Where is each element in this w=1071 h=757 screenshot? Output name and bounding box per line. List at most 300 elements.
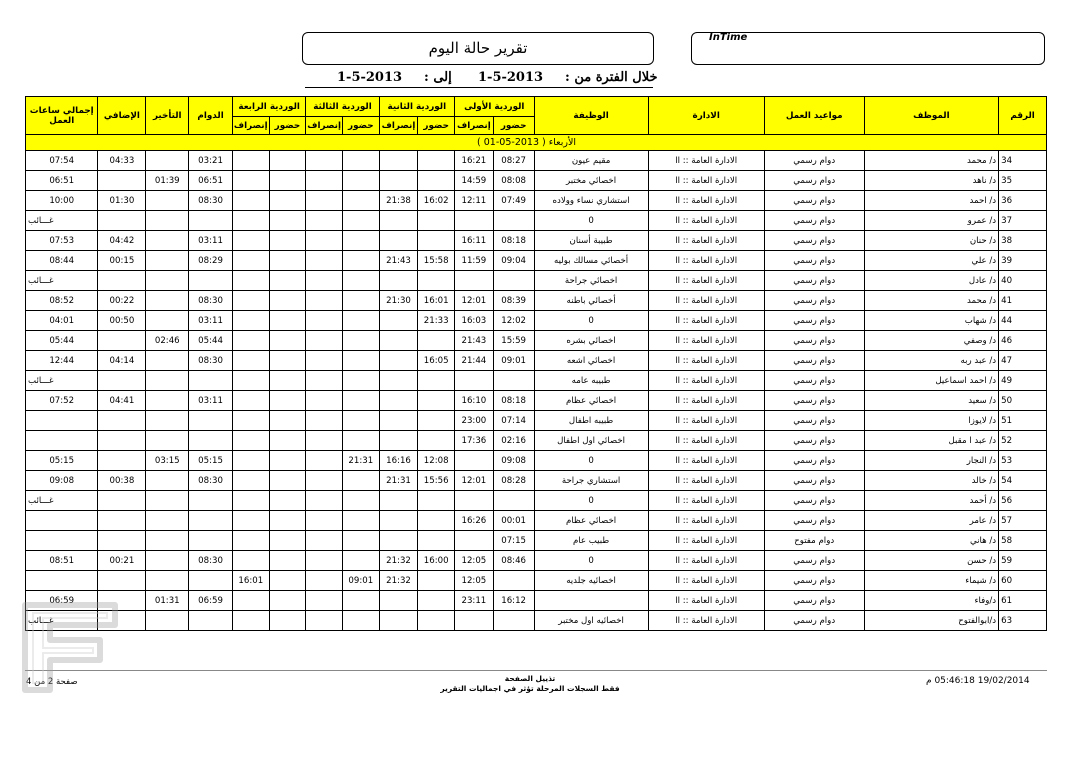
work-schedule-cell: دوام رسمي xyxy=(764,491,864,511)
shift2-leave-cell xyxy=(379,211,418,231)
employee-name-cell: د/ احمد xyxy=(864,191,999,211)
row-number-cell: 35 xyxy=(999,171,1047,191)
extra-hours-cell: 00:50 xyxy=(98,311,146,331)
shift4-attend-cell xyxy=(269,511,306,531)
job-title-cell: طبيبه اطفال xyxy=(534,411,648,431)
row-number-cell: 61 xyxy=(999,591,1047,611)
total-hours-cell: 05:15 xyxy=(26,451,98,471)
shift1-leave-cell xyxy=(455,271,494,291)
shift1-attend-cell: 02:16 xyxy=(493,431,534,451)
row-number-cell: 54 xyxy=(999,471,1047,491)
shift1-leave-cell: 12:05 xyxy=(455,551,494,571)
employee-name-cell: د/ علي xyxy=(864,251,999,271)
late-hours-cell xyxy=(146,351,189,371)
table-row xyxy=(26,611,1047,631)
department-cell: الادارة العامة :: اا xyxy=(648,411,764,431)
shift3-attend-cell xyxy=(342,171,379,191)
work-schedule-cell: دوام رسمي xyxy=(764,291,864,311)
shift2-attend-cell xyxy=(418,431,455,451)
table-row xyxy=(26,571,1047,591)
employee-name-cell: د/ هاني xyxy=(864,531,999,551)
extra-hours-cell: 04:14 xyxy=(98,351,146,371)
shift4-leave-cell xyxy=(232,411,269,431)
shift4-attend-cell xyxy=(269,431,306,451)
extra-hours-cell: 00:38 xyxy=(98,471,146,491)
shift1-leave-cell xyxy=(455,211,494,231)
job-title-cell: 0 xyxy=(534,211,648,231)
shift4-leave-cell xyxy=(232,251,269,271)
extra-hours-cell xyxy=(98,591,146,611)
shift3-leave-cell xyxy=(306,171,343,191)
shift4-attend-cell xyxy=(269,351,306,371)
shift3-attend-cell xyxy=(342,311,379,331)
shift3-leave-cell xyxy=(306,551,343,571)
shift4-attend-cell xyxy=(269,311,306,331)
col-shift4-leave: إنصراف xyxy=(232,117,269,135)
col-department: الادارة xyxy=(648,97,764,135)
duty-hours-cell xyxy=(189,531,233,551)
shift4-attend-cell xyxy=(269,251,306,271)
shift3-leave-cell xyxy=(306,331,343,351)
period-label: خلال الفترة من : xyxy=(565,70,658,85)
job-title-cell: أخصائي باطنه xyxy=(534,291,648,311)
employee-name-cell: د/ أحمد xyxy=(864,491,999,511)
col-total: إجمالي ساعات العمل xyxy=(26,97,98,135)
duty-hours-cell xyxy=(189,431,233,451)
row-number-cell: 53 xyxy=(999,451,1047,471)
shift1-leave-cell: 12:05 xyxy=(455,571,494,591)
table-row xyxy=(26,551,1047,571)
job-title-cell: استشاري نساء وولاده xyxy=(534,191,648,211)
work-schedule-cell: دوام رسمي xyxy=(764,351,864,371)
shift4-leave-cell xyxy=(232,331,269,351)
shift2-attend-cell: 15:56 xyxy=(418,471,455,491)
shift3-leave-cell xyxy=(306,271,343,291)
row-number-cell: 59 xyxy=(999,551,1047,571)
shift4-leave-cell xyxy=(232,231,269,251)
table-row xyxy=(26,371,1047,391)
late-hours-cell xyxy=(146,291,189,311)
shift3-leave-cell xyxy=(306,431,343,451)
late-hours-cell xyxy=(146,511,189,531)
late-hours-cell: 03:15 xyxy=(146,451,189,471)
shift4-leave-cell xyxy=(232,591,269,611)
total-hours-cell: 08:44 xyxy=(26,251,98,271)
shift1-attend-cell: 08:39 xyxy=(493,291,534,311)
duty-hours-cell xyxy=(189,611,233,631)
row-number-cell: 41 xyxy=(999,291,1047,311)
shift2-leave-cell xyxy=(379,171,418,191)
shift1-attend-cell: 09:01 xyxy=(493,351,534,371)
late-hours-cell xyxy=(146,571,189,591)
shift1-attend-cell xyxy=(493,371,534,391)
shift1-attend-cell: 07:49 xyxy=(493,191,534,211)
employee-name-cell: د/ النجار xyxy=(864,451,999,471)
table-row xyxy=(26,591,1047,611)
table-row xyxy=(26,331,1047,351)
shift2-leave-cell xyxy=(379,591,418,611)
shift1-attend-cell xyxy=(493,611,534,631)
day-group-row xyxy=(26,135,1047,151)
work-schedule-cell: دوام رسمي xyxy=(764,171,864,191)
col-shift4-attend: حضور xyxy=(269,117,306,135)
shift2-attend-cell xyxy=(418,331,455,351)
department-cell: الادارة العامة :: اا xyxy=(648,231,764,251)
work-schedule-cell: دوام رسمي xyxy=(764,511,864,531)
shift4-attend-cell xyxy=(269,591,306,611)
shift3-leave-cell xyxy=(306,451,343,471)
job-title-cell: أخصائي مسالك بوليه xyxy=(534,251,648,271)
shift4-leave-cell xyxy=(232,271,269,291)
total-hours-cell xyxy=(26,431,98,451)
shift1-leave-cell: 16:03 xyxy=(455,311,494,331)
total-hours-cell: غـــائب xyxy=(26,271,98,291)
total-hours-cell: 07:52 xyxy=(26,391,98,411)
shift2-attend-cell xyxy=(418,231,455,251)
shift4-leave-cell xyxy=(232,211,269,231)
late-hours-cell xyxy=(146,271,189,291)
shift1-leave-cell: 16:26 xyxy=(455,511,494,531)
footer-notes xyxy=(380,674,680,694)
job-title-cell: اخصائيه اول مختبر xyxy=(534,611,648,631)
shift2-attend-cell xyxy=(418,151,455,171)
duty-hours-cell xyxy=(189,411,233,431)
shift2-leave-cell xyxy=(379,491,418,511)
shift3-leave-cell xyxy=(306,151,343,171)
row-number-cell: 36 xyxy=(999,191,1047,211)
shift3-leave-cell xyxy=(306,611,343,631)
shift2-attend-cell: 16:05 xyxy=(418,351,455,371)
late-hours-cell xyxy=(146,551,189,571)
row-number-cell: 39 xyxy=(999,251,1047,271)
shift4-leave-cell: 16:01 xyxy=(232,571,269,591)
extra-hours-cell xyxy=(98,491,146,511)
duty-hours-cell: 05:44 xyxy=(189,331,233,351)
shift3-leave-cell xyxy=(306,491,343,511)
day-label: الأربعاء ( 2013-05-01 ) xyxy=(26,135,1047,151)
employee-name-cell: د/ خالد xyxy=(864,471,999,491)
total-hours-cell: غـــائب xyxy=(26,611,98,631)
department-cell: الادارة العامة :: اا xyxy=(648,331,764,351)
work-schedule-cell: دوام رسمي xyxy=(764,571,864,591)
duty-hours-cell: 05:15 xyxy=(189,451,233,471)
work-schedule-cell: دوام رسمي xyxy=(764,411,864,431)
extra-hours-cell: 04:41 xyxy=(98,391,146,411)
shift2-attend-cell xyxy=(418,211,455,231)
department-cell: الادارة العامة :: اا xyxy=(648,571,764,591)
table-row xyxy=(26,491,1047,511)
shift2-leave-cell: 21:38 xyxy=(379,191,418,211)
late-hours-cell xyxy=(146,531,189,551)
shift4-attend-cell xyxy=(269,271,306,291)
shift1-attend-cell: 07:14 xyxy=(493,411,534,431)
shift2-attend-cell xyxy=(418,511,455,531)
shift4-attend-cell xyxy=(269,571,306,591)
shift4-attend-cell xyxy=(269,231,306,251)
shift4-leave-cell xyxy=(232,491,269,511)
shift1-attend-cell: 07:15 xyxy=(493,531,534,551)
duty-hours-cell: 08:30 xyxy=(189,471,233,491)
shift2-attend-cell: 12:08 xyxy=(418,451,455,471)
shift3-attend-cell xyxy=(342,491,379,511)
job-title-cell: اخصائي جراحة xyxy=(534,271,648,291)
shift3-attend-cell xyxy=(342,211,379,231)
row-number-cell: 34 xyxy=(999,151,1047,171)
row-number-cell: 50 xyxy=(999,391,1047,411)
work-schedule-cell: دوام رسمي xyxy=(764,371,864,391)
footer-notes-text: فقط السجلات المرحلة تؤثر في اجماليات التقرير xyxy=(440,684,620,693)
employee-name-cell: د/ عبد ربه xyxy=(864,351,999,371)
employee-name-cell: د/وفاء xyxy=(864,591,999,611)
total-hours-cell: 04:01 xyxy=(26,311,98,331)
shift1-leave-cell: 12:01 xyxy=(455,471,494,491)
extra-hours-cell: 00:21 xyxy=(98,551,146,571)
extra-hours-cell: 04:42 xyxy=(98,231,146,251)
shift1-leave-cell: 14:59 xyxy=(455,171,494,191)
late-hours-cell xyxy=(146,251,189,271)
duty-hours-cell xyxy=(189,491,233,511)
late-hours-cell xyxy=(146,151,189,171)
work-schedule-cell: دوام رسمي xyxy=(764,591,864,611)
late-hours-cell xyxy=(146,431,189,451)
shift2-leave-cell: 16:16 xyxy=(379,451,418,471)
job-title-cell: اخصائي اول اطفال xyxy=(534,431,648,451)
shift4-leave-cell xyxy=(232,611,269,631)
shift2-attend-cell xyxy=(418,391,455,411)
shift3-leave-cell xyxy=(306,531,343,551)
job-title-cell: اخصائي اشعه xyxy=(534,351,648,371)
shift2-attend-cell xyxy=(418,371,455,391)
shift1-leave-cell: 17:36 xyxy=(455,431,494,451)
late-hours-cell xyxy=(146,611,189,631)
shift4-attend-cell xyxy=(269,391,306,411)
shift2-leave-cell: 21:32 xyxy=(379,551,418,571)
shift3-attend-cell: 21:31 xyxy=(342,451,379,471)
late-hours-cell xyxy=(146,231,189,251)
shift4-leave-cell xyxy=(232,531,269,551)
shift3-attend-cell xyxy=(342,191,379,211)
shift3-attend-cell xyxy=(342,151,379,171)
total-hours-cell: 07:53 xyxy=(26,231,98,251)
employee-name-cell: د/ احمد اسماعيل xyxy=(864,371,999,391)
shift3-leave-cell xyxy=(306,211,343,231)
work-schedule-cell: دوام رسمي xyxy=(764,271,864,291)
extra-hours-cell xyxy=(98,531,146,551)
col-job: الوظيفة xyxy=(534,97,648,135)
report-title-box xyxy=(302,32,654,65)
shift2-attend-cell xyxy=(418,271,455,291)
total-hours-cell: 10:00 xyxy=(26,191,98,211)
late-hours-cell xyxy=(146,471,189,491)
work-schedule-cell: دوام رسمي xyxy=(764,551,864,571)
duty-hours-cell: 03:11 xyxy=(189,391,233,411)
job-title-cell xyxy=(534,591,648,611)
extra-hours-cell xyxy=(98,611,146,631)
shift2-attend-cell xyxy=(418,611,455,631)
col-extra: الإضافي xyxy=(98,97,146,135)
duty-hours-cell: 08:30 xyxy=(189,191,233,211)
extra-hours-cell xyxy=(98,571,146,591)
shift4-attend-cell xyxy=(269,451,306,471)
shift2-leave-cell: 21:30 xyxy=(379,291,418,311)
table-row xyxy=(26,231,1047,251)
work-schedule-cell: دوام رسمي xyxy=(764,431,864,451)
shift4-leave-cell xyxy=(232,151,269,171)
total-hours-cell: 09:08 xyxy=(26,471,98,491)
footer-divider xyxy=(25,670,1047,671)
work-schedule-cell: دوام رسمي xyxy=(764,151,864,171)
late-hours-cell xyxy=(146,371,189,391)
shift1-leave-cell xyxy=(455,531,494,551)
attendance-table xyxy=(25,96,1047,631)
late-hours-cell xyxy=(146,191,189,211)
shift3-attend-cell xyxy=(342,271,379,291)
duty-hours-cell: 03:11 xyxy=(189,311,233,331)
printed-at: 19/02/2014 05:46:18 م xyxy=(926,676,1030,686)
shift2-leave-cell: 21:32 xyxy=(379,571,418,591)
shift3-attend-cell xyxy=(342,371,379,391)
shift3-leave-cell xyxy=(306,231,343,251)
shift1-leave-cell: 16:21 xyxy=(455,151,494,171)
shift2-leave-cell xyxy=(379,151,418,171)
total-hours-cell: 08:52 xyxy=(26,291,98,311)
table-row xyxy=(26,411,1047,431)
department-cell: الادارة العامة :: اا xyxy=(648,291,764,311)
shift1-attend-cell: 00:01 xyxy=(493,511,534,531)
shift2-leave-cell xyxy=(379,391,418,411)
shift2-leave-cell: 21:43 xyxy=(379,251,418,271)
shift3-leave-cell xyxy=(306,471,343,491)
shift3-attend-cell xyxy=(342,471,379,491)
shift4-leave-cell xyxy=(232,551,269,571)
shift3-attend-cell xyxy=(342,411,379,431)
department-cell: الادارة العامة :: اا xyxy=(648,391,764,411)
shift4-attend-cell xyxy=(269,331,306,351)
shift4-leave-cell xyxy=(232,371,269,391)
job-title-cell: 0 xyxy=(534,451,648,471)
employee-name-cell: د/ محمد xyxy=(864,291,999,311)
extra-hours-cell xyxy=(98,431,146,451)
work-schedule-cell: دوام رسمي xyxy=(764,331,864,351)
shift2-attend-cell xyxy=(418,411,455,431)
shift4-attend-cell xyxy=(269,191,306,211)
shift2-attend-cell: 16:00 xyxy=(418,551,455,571)
row-number-cell: 57 xyxy=(999,511,1047,531)
shift3-leave-cell xyxy=(306,371,343,391)
duty-hours-cell: 08:29 xyxy=(189,251,233,271)
department-cell: الادارة العامة :: اا xyxy=(648,551,764,571)
work-schedule-cell: دوام رسمي xyxy=(764,211,864,231)
employee-name-cell: د/ سعيد xyxy=(864,391,999,411)
shift1-leave-cell: 21:43 xyxy=(455,331,494,351)
shift4-attend-cell xyxy=(269,491,306,511)
period-to-label: إلى : xyxy=(424,70,452,85)
app-label: InTime xyxy=(709,32,748,43)
duty-hours-cell xyxy=(189,511,233,531)
shift1-leave-cell: 23:00 xyxy=(455,411,494,431)
department-cell: الادارة العامة :: اا xyxy=(648,611,764,631)
department-cell: الادارة العامة :: اا xyxy=(648,451,764,471)
shift1-leave-cell: 11:59 xyxy=(455,251,494,271)
table-row xyxy=(26,151,1047,171)
job-title-cell: طبيبه عامه xyxy=(534,371,648,391)
col-shift4: الوردية الرابعة xyxy=(232,97,305,117)
row-number-cell: 46 xyxy=(999,331,1047,351)
col-shift3: الوردية الثالثة xyxy=(306,97,379,117)
department-cell: الادارة العامة :: اا xyxy=(648,471,764,491)
shift2-leave-cell xyxy=(379,331,418,351)
job-title-cell: مقيم عيون xyxy=(534,151,648,171)
row-number-cell: 63 xyxy=(999,611,1047,631)
extra-hours-cell xyxy=(98,331,146,351)
extra-hours-cell: 00:15 xyxy=(98,251,146,271)
shift4-leave-cell xyxy=(232,191,269,211)
department-cell: الادارة العامة :: اا xyxy=(648,171,764,191)
department-cell: الادارة العامة :: اا xyxy=(648,191,764,211)
job-title-cell: اخصائي عظام xyxy=(534,391,648,411)
shift3-attend-cell xyxy=(342,251,379,271)
shift2-attend-cell: 16:02 xyxy=(418,191,455,211)
shift4-attend-cell xyxy=(269,411,306,431)
department-cell: الادارة العامة :: اا xyxy=(648,211,764,231)
shift2-attend-cell xyxy=(418,531,455,551)
employee-name-cell: د/ محمد xyxy=(864,151,999,171)
shift3-leave-cell xyxy=(306,351,343,371)
duty-hours-cell: 03:11 xyxy=(189,231,233,251)
shift1-leave-cell: 12:11 xyxy=(455,191,494,211)
shift1-attend-cell: 15:59 xyxy=(493,331,534,351)
total-hours-cell: غـــائب xyxy=(26,371,98,391)
work-schedule-cell: دوام مفتوح xyxy=(764,531,864,551)
table-row xyxy=(26,191,1047,211)
department-cell: الادارة العامة :: اا xyxy=(648,151,764,171)
job-title-cell: طبيب عام xyxy=(534,531,648,551)
total-hours-cell xyxy=(26,411,98,431)
job-title-cell: اخصائي بشره xyxy=(534,331,648,351)
report-title: تقرير حالة اليوم xyxy=(428,39,528,57)
table-row xyxy=(26,391,1047,411)
shift3-attend-cell: 09:01 xyxy=(342,571,379,591)
shift3-attend-cell xyxy=(342,331,379,351)
employee-name-cell: د/ عبد ا مقبل xyxy=(864,431,999,451)
department-cell: الادارة العامة :: اا xyxy=(648,311,764,331)
shift4-leave-cell xyxy=(232,511,269,531)
job-title-cell: 0 xyxy=(534,551,648,571)
extra-hours-cell xyxy=(98,411,146,431)
shift2-leave-cell xyxy=(379,371,418,391)
shift1-attend-cell: 08:08 xyxy=(493,171,534,191)
department-cell: الادارة العامة :: اا xyxy=(648,271,764,291)
table-row xyxy=(26,451,1047,471)
period-from: 1-5-2013 xyxy=(478,70,544,85)
col-num: الرقم xyxy=(999,97,1047,135)
row-number-cell: 38 xyxy=(999,231,1047,251)
table-row xyxy=(26,251,1047,271)
shift3-attend-cell xyxy=(342,531,379,551)
col-shift3-leave: إنصراف xyxy=(306,117,343,135)
shift1-attend-cell: 12:02 xyxy=(493,311,534,331)
shift4-leave-cell xyxy=(232,171,269,191)
duty-hours-cell xyxy=(189,371,233,391)
duty-hours-cell: 08:30 xyxy=(189,291,233,311)
col-shift1: الوردية الأولى xyxy=(455,97,534,117)
row-number-cell: 58 xyxy=(999,531,1047,551)
late-hours-cell: 01:31 xyxy=(146,591,189,611)
table-row xyxy=(26,171,1047,191)
department-cell: الادارة العامة :: اا xyxy=(648,431,764,451)
col-shift1-leave: إنصراف xyxy=(455,117,494,135)
work-schedule-cell: دوام رسمي xyxy=(764,451,864,471)
